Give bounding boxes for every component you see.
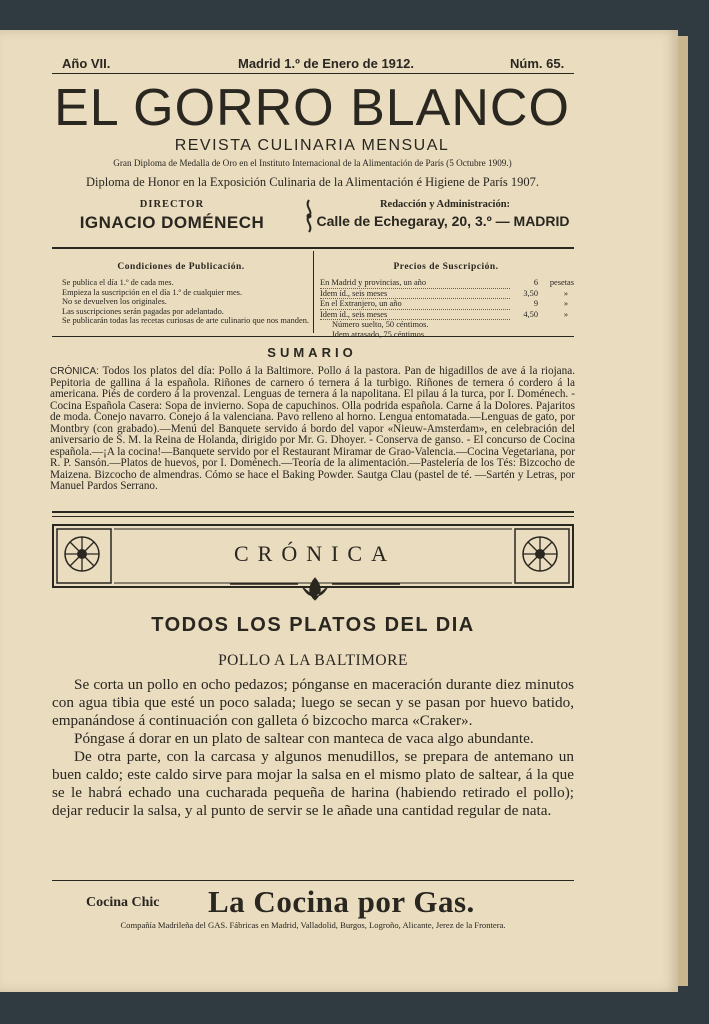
info-rule-top — [52, 247, 574, 249]
cronica-rule-top-thin — [52, 516, 574, 517]
sumario-lead: CRÓNICA: — [50, 366, 99, 377]
advert-footer: Compañía Madrileña del GAS. Fábricas en Madrid, Valladolid, Burgos, Logroño, Alicante, Jerez de la Frontera. — [120, 920, 506, 930]
recipe-body — [52, 676, 574, 820]
recipe-paragraph: De otra parte, con la carcasa y algunos menudillos, se prepara de antemano un buen caldo; este caldo sirve para mojar la salsa en el mismo plato de saltear, á la que se le habrá echado una cucharada pequeña de harina (habiendo retirado el pollo); dejar reducir la salsa, y al punto de servir se le añade una cantidad regular de nata. — [52, 748, 574, 819]
condiciones-line: Se publica el día 1.º de cada mes. — [62, 278, 174, 287]
precio-row: Idem íd., seis meses 4,50 » — [320, 309, 568, 319]
advert-cocina-gas: La Cocina por Gas. — [208, 884, 475, 919]
condiciones-line: Las suscripciones serán pagadas por adelantado. — [62, 306, 224, 316]
page-edge — [678, 36, 688, 986]
sumario-body: Todos los platos del día: Pollo á la Baltimore. Pollo á la pastora. Pan de higadillos de ave á la riojana. Pepitoria de gallina á la española. Riñones de carnero ó ternera á la turbigo. Riñones de ternera ó cordero á la americana. Piés de cordero á la provenzal. Lenguas de ternera á la napolitana. El pilau á la turca, por I. Doménech. - Cocina Española Casera: Sopa de invierno. Sopa de capuchinos. Olla podrida española. Carne á la Dolores. Pajaritos de moda. Conejo navarro. Conejo á la valenciana. Pavo relleno al horno. Lengua entomatada.—Lenguas de gato, por Montbry (con grabado).—Menú del Banquete servido á bordo del vapor «Nieuw-Amsterdam», en celebración del aniversario de S. M. la Reina de Holanda, dirigido por Mr. G. Dhoyer. - Conserva de ganso. - El concurso de Cocina española.—¡A la cocina!—Banquete servido por el Restaurant Miramar de Grao-Valencia.—Cocina Vegetariana, por R. P. Sansón.—Platos de huevos, por I. Doménech.—Teoría de la alimentación.—Pastelería de los Tés: Bizcocho de Maizena. Bizcocho de almendras. Cómo se hace el Baking Powder. Sautga Clau (pastel de té. —Sartén y Letras, por Manuel Pardos Serrano. — [50, 365, 575, 492]
issue-date: Madrid 1.º de Enero de 1912. — [238, 56, 414, 71]
rosette-right-icon — [520, 534, 560, 579]
precio-note: Idem atrasado, 75 céntimos. — [332, 329, 427, 339]
advert-rule — [52, 880, 574, 881]
honor-line-2: Diploma de Honor en la Exposición Culinaria de la Alimentación é Higiene de París 1907. — [85, 175, 539, 189]
director-label: DIRECTOR — [139, 199, 205, 210]
sumario-heading: SUMARIO — [267, 345, 357, 360]
sumario-text — [50, 366, 575, 493]
condiciones-heading: Condiciones de Publicación. — [117, 262, 245, 272]
condiciones-list — [52, 278, 310, 326]
cronica-title: CRÓNICA — [233, 541, 396, 566]
advert-cocina-chic: Cocina Chic — [86, 895, 160, 910]
masthead-subtitle: REVISTA CULINARIA MENSUAL — [174, 137, 450, 154]
precio-row: En el Extranjero, un año 9 » — [320, 299, 568, 309]
redaccion-address: Calle de Echegaray, 20, 3.º — MADRID — [316, 213, 570, 229]
condiciones-line: Se publicarán todas las recetas curiosas de arte culinario que nos manden. — [62, 316, 309, 326]
fleuron-icon — [230, 574, 400, 609]
redaccion-label: Redacción y Administración: — [379, 199, 511, 210]
recipe-paragraph: Se corta un pollo en ocho pedazos; pónganse en maceración durante diez minutos con agua tibia que esté un poco salada; luego se secan y se pasan por huevo batido, empanándose á continuación con galleta ó bizcocho marca «Craker». — [52, 676, 574, 729]
precio-row: Idem íd., seis meses 3,50 » — [320, 288, 568, 298]
honor-line-1: Gran Diploma de Medalla de Oro en el Instituto Internacional de la Alimentación de París (5 Octubre 1909.) — [113, 158, 512, 168]
issue-number: Núm. 65. — [510, 56, 565, 71]
precio-note: Número suelto, 50 céntimos. — [332, 320, 429, 330]
recipe-paragraph: Póngase á dorar en un plato de saltear con manteca de vaca algo abundante. — [74, 730, 534, 747]
top-rule — [52, 73, 574, 74]
precios-table — [320, 278, 574, 340]
article-heading: TODOS LOS PLATOS DEL DIA — [151, 614, 475, 636]
masthead-title: EL GORRO BLANCO — [54, 79, 570, 137]
precios-heading: Precios de Suscripción. — [393, 262, 499, 272]
rosette-left-icon — [62, 534, 102, 579]
director-name: IGNACIO DOMÉNECH — [79, 213, 265, 232]
condiciones-line: No se devuelven los originales. — [62, 297, 167, 307]
condiciones-line: Empieza la suscripción en el día 1.º de cualquier mes. — [62, 287, 243, 297]
precio-row: En Madrid y provincias, un año 6 pesetas — [320, 278, 574, 287]
recipe-title: POLLO A LA BALTIMORE — [218, 652, 408, 669]
cronica-rule-top — [52, 511, 574, 513]
info-column-divider — [313, 251, 314, 333]
issue-year: Año VII. — [62, 56, 111, 71]
